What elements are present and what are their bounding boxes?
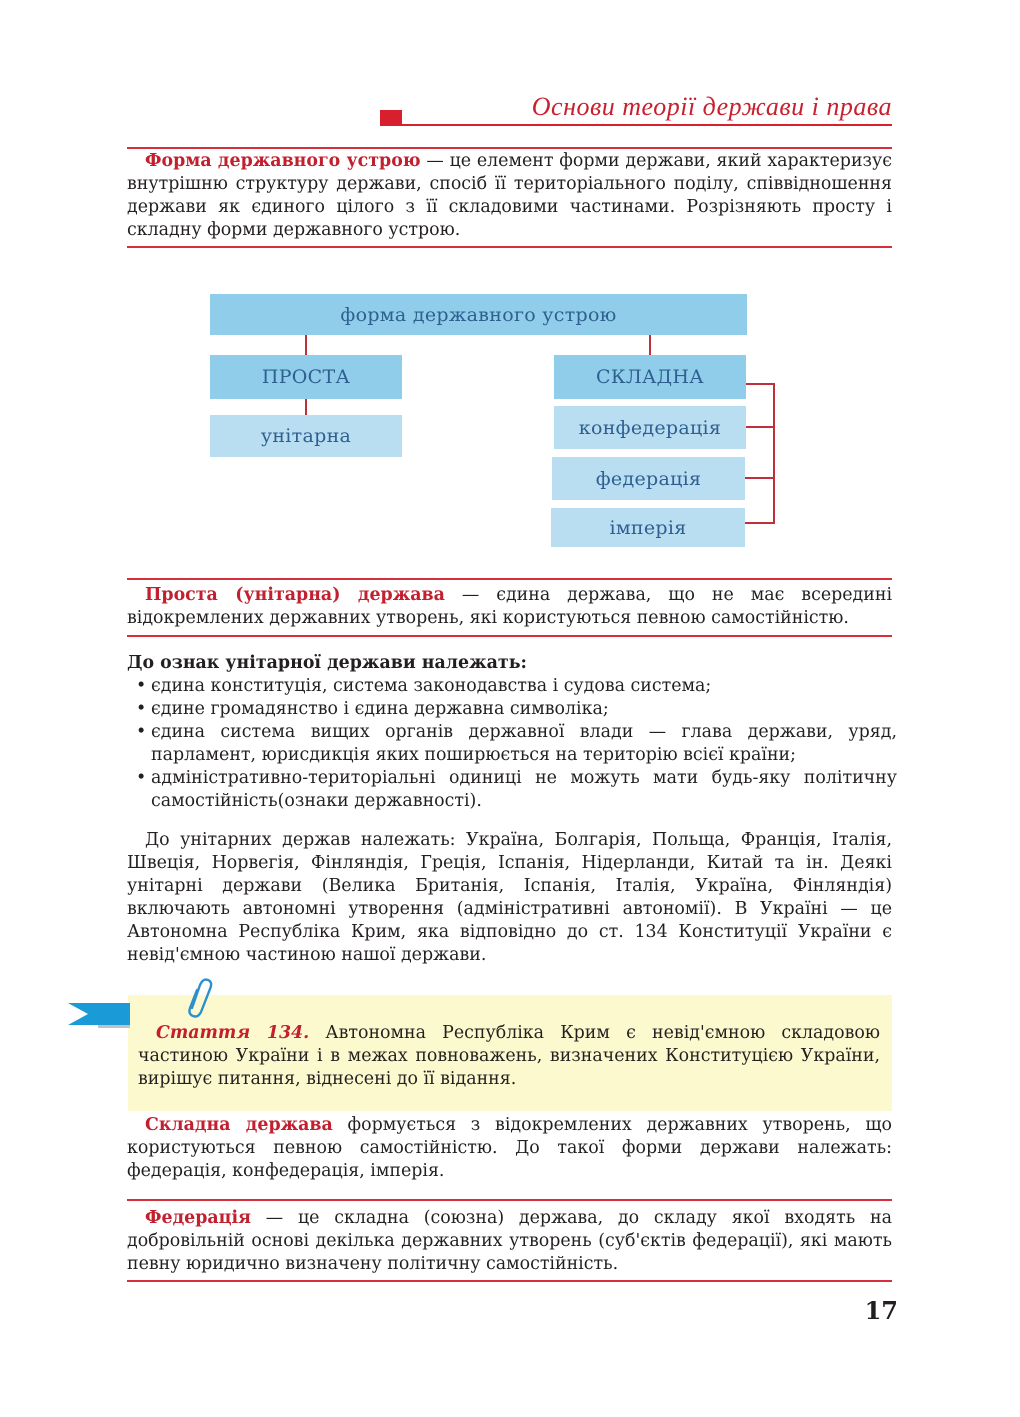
definition-text: — це елемент форми держави, який характеризує внутрішню структуру держави, спосіб її територіального поділу, співвідношення держави як єдиного цілого з її складовими частинами. Розрізняють просту і складну форми державного устрою. — [127, 151, 892, 240]
connector — [649, 335, 651, 355]
definition-term: Проста (унітарна) держава — [145, 585, 445, 605]
definition-form — [127, 150, 892, 242]
list-item: • адміністративно-територіальні одиниці не можуть мати будь-яку політичну самостійність(ознаки державності). — [127, 767, 897, 813]
bookmark-flag — [88, 1003, 130, 1025]
definition-rule-top — [127, 1199, 892, 1201]
list-item: • єдине громадянство і єдина державна символіка; — [127, 698, 897, 721]
definition-unitary — [127, 584, 892, 630]
complex-state-paragraph — [127, 1114, 892, 1183]
list-item: • єдина система вищих органів державної влади — глава держави, уряд, парламент, юрисдикція яких поширюється на територію всієї країни; — [127, 721, 897, 767]
bookmark-flag-tip — [68, 1003, 88, 1025]
bracket-tick — [745, 477, 775, 479]
article-title: Стаття 134. — [156, 1023, 310, 1043]
definition-rule-top — [127, 147, 892, 149]
bracket-tick — [746, 426, 775, 428]
examples-text: До унітарних держав належать: Україна, Болгарія, Польща, Франція, Італія, Швеція, Норвегія, Фінляндія, Греція, Іспанія, Нідерланди, Китай та ін. Деякі унітарні держави (Велика Британія, Іспанія, Італія, Україна, Фінляндія) включають автономні утворення (адміністративні автономії). В Україні — це Автономна Республіка Крим, яка відповідно до ст. 134 Конституції України є невід'ємною частиною нашої держави. — [127, 830, 892, 965]
page-number: 17 — [864, 1296, 898, 1325]
definition-rule-bottom — [127, 246, 892, 248]
bracket-tick — [745, 522, 775, 524]
definition-term: Форма державного устрою — [145, 151, 421, 171]
connector — [305, 335, 307, 355]
bracket-tick — [746, 383, 775, 385]
definition-text: — це складна (союзна) держава, до складу якої входять на добровільній основі декілька державних утворень (суб'єктів федерації), які мають певну юридично визначену політичну самостійність. — [127, 1208, 892, 1274]
signs-heading: До ознак унітарної держави належать: — [127, 653, 527, 673]
definition-rule-bottom — [127, 1280, 892, 1282]
complex-state-term: Складна держава — [145, 1115, 333, 1135]
diagram-root: форма державного устрою — [210, 294, 747, 335]
diagram-complex: СКЛАДНА — [554, 355, 746, 399]
connector — [305, 399, 307, 415]
diagram-federation: федерація — [552, 457, 745, 500]
signs-list — [127, 675, 897, 813]
definition-text: — єдина держава, що не має всередині відокремлених державних утворень, які користуються певною самостійністю. — [127, 585, 893, 628]
diagram-simple: ПРОСТА — [210, 355, 402, 399]
bookmark-flag-shadow — [98, 1025, 130, 1028]
article-text — [138, 1022, 880, 1091]
paperclip-icon — [182, 976, 216, 1020]
running-title: Основи теорії держави і права — [531, 92, 892, 121]
header-mark — [380, 110, 402, 126]
diagram-confederation: конфедерація — [554, 406, 746, 449]
diagram-empire: імперія — [551, 508, 745, 547]
definition-federation — [127, 1207, 892, 1276]
header-rule — [402, 124, 892, 126]
bracket — [773, 383, 775, 524]
list-item: • єдина конституція, система законодавства і судова система; — [127, 675, 897, 698]
definition-rule-top — [127, 578, 892, 580]
article-body: Автономна Республіка Крим є невід'ємною складовою частиною України і в межах повноважень, визначених Конституцією України, вирішує питання, віднесені до її відання. — [138, 1023, 880, 1089]
complex-state-text: формується з відокремлених державних утворень, що користуються певною самостійністю. До такої форми держави належать: федерація, конфедерація, імперія. — [127, 1115, 892, 1181]
definition-rule-bottom — [127, 635, 892, 637]
diagram-unitary: унітарна — [210, 415, 402, 457]
definition-term: Федерація — [145, 1208, 251, 1228]
examples-paragraph — [127, 829, 892, 967]
